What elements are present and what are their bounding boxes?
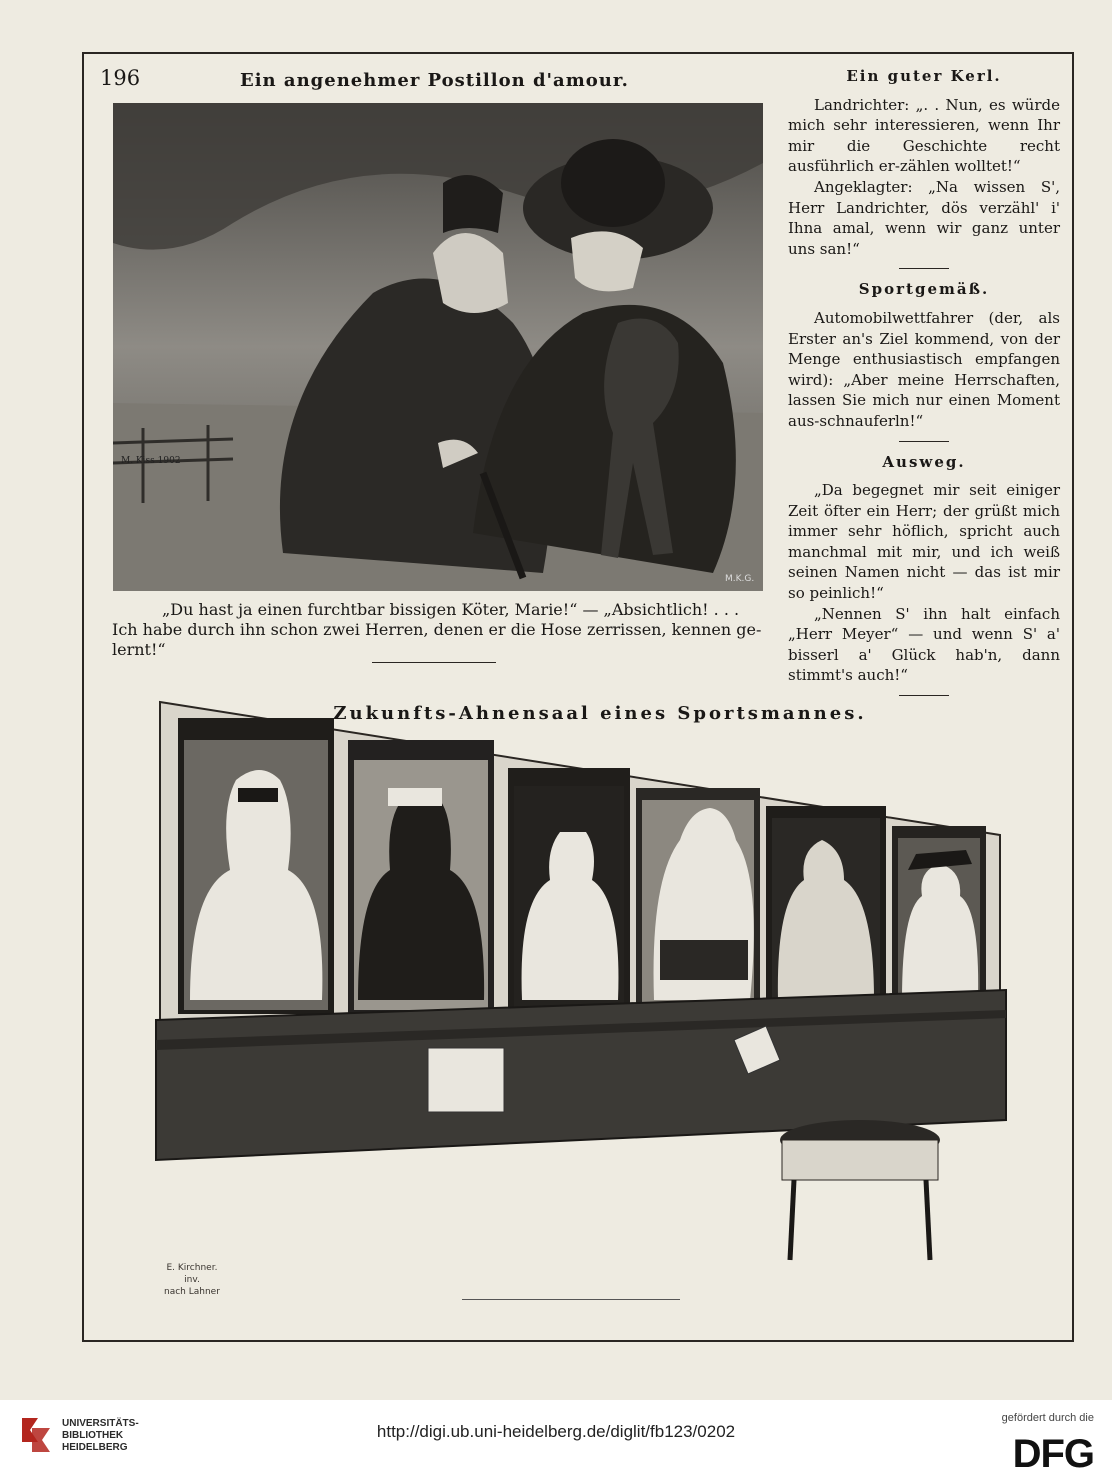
university-library-logo-icon	[18, 1414, 54, 1458]
gallery-illustration	[150, 700, 1010, 1280]
section-paragraph: Landrichter: „. . Nun, es würde mich sehr interessieren, wenn Ihr mir die Geschichte recht ausführlich er-zählen wolltet!“	[788, 95, 1060, 176]
section-divider	[899, 441, 949, 442]
joke-column	[788, 66, 1060, 706]
digital-copy-url[interactable]: http://digi.ub.uni-heidelberg.de/diglit/fb123/0202	[376, 1422, 736, 1441]
signature-line: E. Kirchner.	[166, 1263, 218, 1273]
library-name[interactable]	[62, 1418, 139, 1454]
section-paragraph: Automobilwettfahrer (der, als Erster an's Ziel kommend, von der Menge enthusiastisch empfangen wird): „Aber meine Herrschaften, lassen Sie mich nur einen Moment aus-schnauferln!“	[788, 308, 1060, 430]
signature-line: inv.	[184, 1275, 200, 1285]
digitization-footer	[0, 1400, 1112, 1482]
library-name-line: UNIVERSITÄTS-	[62, 1418, 139, 1429]
dfg-logo[interactable]: DFG	[1012, 1432, 1094, 1476]
section-paragraph: „Nennen S' ihn halt einfach „Herr Meyer“ — und wenn S' a' bisserl a' Glück hab'n, dann stimmt's auch!“	[788, 604, 1060, 685]
funded-by-label: gefördert durch die	[1001, 1412, 1094, 1424]
section-title-ausweg: Ausweg.	[882, 452, 966, 471]
caption-line-2: Ich habe durch ihn schon zwei Herren, denen er die Hose zerrissen, kennen ge-	[112, 620, 762, 639]
section-paragraph: Angeklagter: „Na wissen S', Herr Landrichter, dös verzähl' i' Ihna amal, wenn wir ganz unter uns san!“	[788, 177, 1060, 258]
cartoon-title: Ein angenehmer Postillon d'amour.	[240, 70, 629, 91]
signature-line: nach Lahner	[164, 1287, 220, 1297]
library-name-line: BIBLIOTHEK	[62, 1430, 124, 1441]
page-number: 196	[100, 66, 141, 90]
section-divider	[899, 695, 949, 696]
cartoon-illustration	[113, 103, 763, 591]
wall-notice	[428, 1048, 504, 1112]
section-paragraph: „Da begegnet mir seit einiger Zeit öfter ein Herr; der grüßt mich immer sehr höflich, spricht auch manchmal mit mir, und ich weiß seinen Namen nicht — das ist mir so peinlich!“	[788, 481, 1060, 603]
page-bottom-rule	[462, 1299, 680, 1300]
gallery-signature	[164, 1262, 220, 1298]
section-divider	[899, 268, 949, 269]
illustration-signature: M. Kiss 1902	[121, 456, 181, 466]
library-name-line: HEIDELBERG	[62, 1442, 128, 1453]
caption-line-3: lernt!“	[112, 640, 166, 659]
gallery-title: Zukunfts-Ahnensaal eines Sportsmannes.	[333, 703, 867, 724]
section-title-ein-guter-kerl: Ein guter Kerl.	[846, 67, 1002, 85]
caption-divider	[372, 662, 496, 663]
cartoon-caption	[112, 600, 762, 660]
artist-mark: M.K.G.	[725, 574, 755, 584]
section-title-sportgemaess: Sportgemäß.	[858, 280, 990, 299]
caption-line-1: „Du hast ja einen furchtbar bissigen Köter, Marie!“ — „Absichtlich! . . .	[162, 600, 740, 619]
